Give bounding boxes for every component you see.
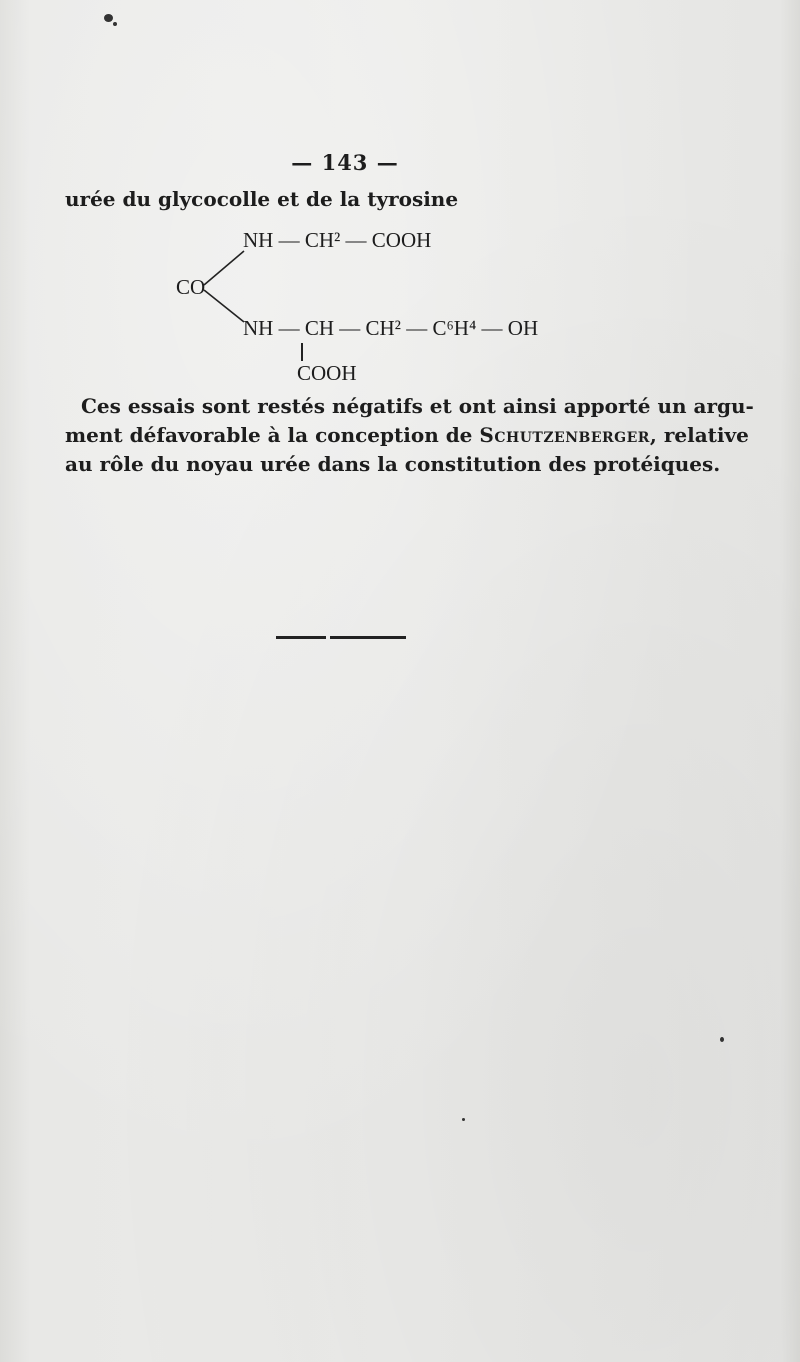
scan-speck [462,1118,465,1121]
section-end-rule [330,636,406,639]
scan-speck [720,1037,724,1042]
lower-bond-line [204,290,244,322]
formula-branch: COOH [297,361,357,385]
page-number: — 143 — [291,150,399,175]
body-paragraph [65,392,754,479]
paragraph-line: au rôle du noyau urée dans la constitution des protéiques. [65,452,721,476]
paragraph-text: ment défavorable à la conception de [65,423,480,447]
author-name: Schutzenberger [479,423,650,447]
paragraph-line [65,421,749,450]
formula-bottom-chain: NH — CH — CH² — C⁶H⁴ — OH [243,316,539,340]
chemical-formula [0,0,800,400]
paragraph-line: Ces essais sont restés négatifs et ont ainsi apporté un argu- [81,394,754,418]
formula-left-group: CO [176,275,206,299]
upper-bond-line [204,251,244,285]
paragraph-text: , relative [649,423,749,447]
section-end-rule [276,636,326,639]
intro-text: urée du glycocolle et de la tyrosine [65,187,459,211]
formula-top-chain: NH — CH² — COOH [243,228,432,252]
